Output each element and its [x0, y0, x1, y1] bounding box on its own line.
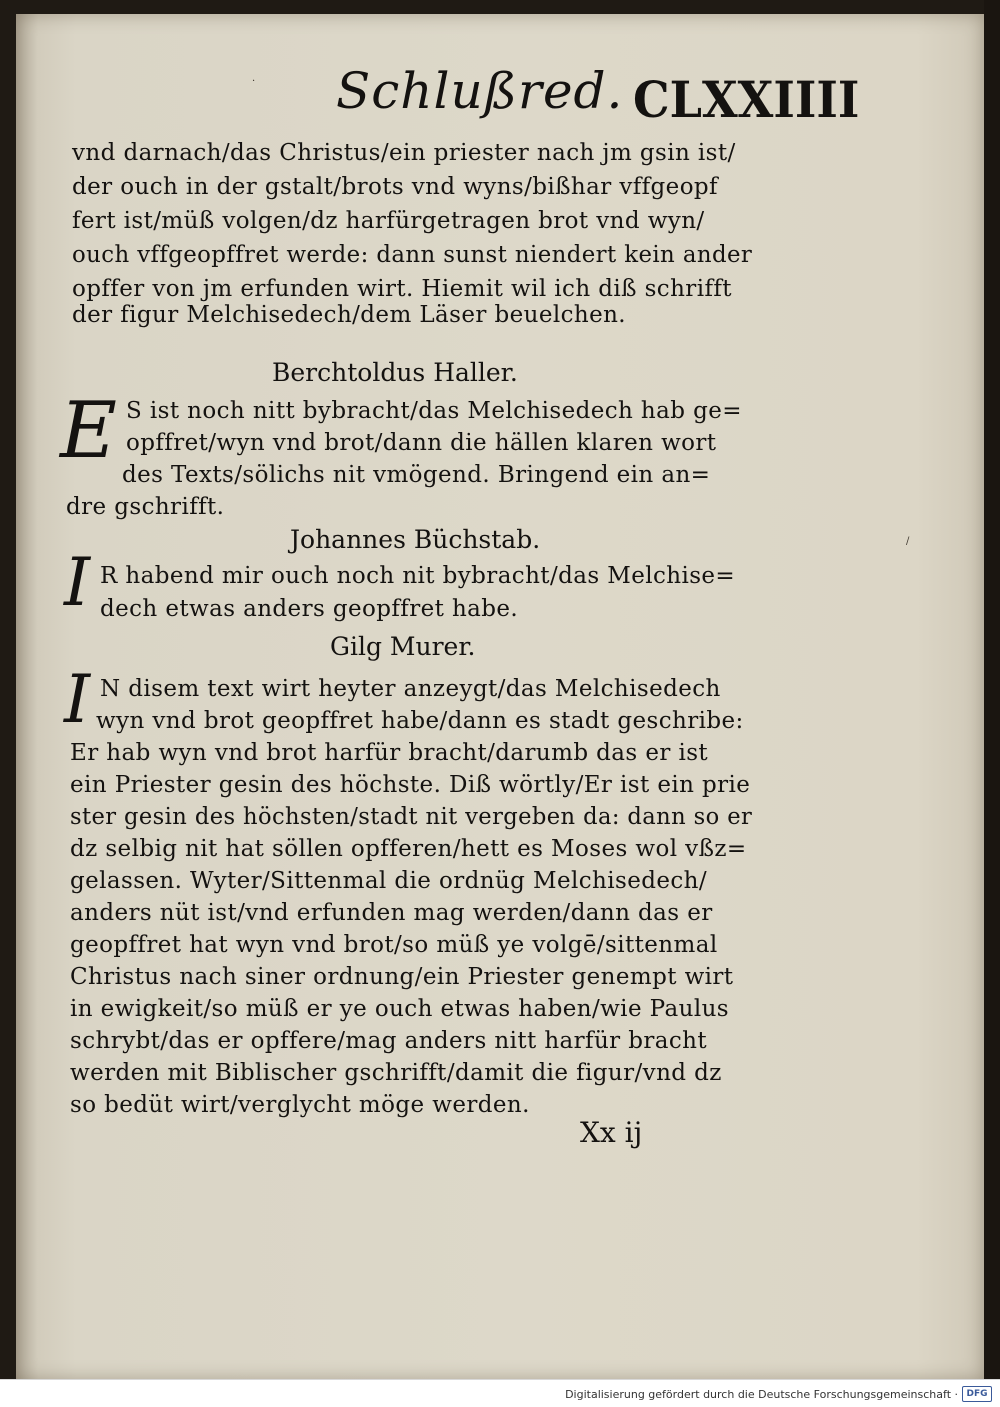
- speaker-heading-buchstab: Johannes Büchstab.: [290, 525, 541, 554]
- text-line: S ist noch nitt bybracht/das Melchisedech hab ge=: [126, 398, 742, 424]
- text-line: in ewigkeit/so müß er ye ouch etwas haben/wie Paulus: [70, 996, 730, 1022]
- text-line: Er hab wyn vnd brot harfür bracht/darumb das er ist: [70, 740, 709, 766]
- text-line: ouch vffgeopffret werde: dann sunst niendert kein ander: [72, 242, 753, 268]
- text-line: R habend mir ouch noch nit bybracht/das Melchise=: [100, 563, 736, 589]
- speaker-heading-haller: Berchtoldus Haller.: [272, 358, 518, 387]
- text-line: ein Priester gesin des höchste. Diß wörtly/Er ist ein prie: [70, 772, 751, 798]
- scan-speck: ·: [252, 76, 256, 87]
- text-line: geopffret hat wyn vnd brot/so müß ye volgē/sittenmal: [70, 932, 718, 958]
- dfg-credit-text: Digitalisierung gefördert durch die Deutsche Forschungsgemeinschaft ·: [565, 1388, 958, 1401]
- text-line: des Texts/sölichs nit vmögend. Bringend ein an=: [122, 462, 711, 488]
- text-line: anders nüt ist/vnd erfunden mag werden/dann das er: [70, 900, 713, 926]
- text-line: wyn vnd brot geopffret habe/dann es stadt geschribe:: [96, 708, 744, 734]
- text-line: so bedüt wirt/verglycht möge werden.: [70, 1092, 530, 1118]
- text-line: gelassen. Wyter/Sittenmal die ordnüg Melchisedech/: [70, 868, 707, 894]
- attribution-bar: [0, 1379, 1000, 1407]
- text-line: der ouch in der gstalt/brots vnd wyns/bißhar vffgeopf: [72, 174, 718, 200]
- text-line: werden mit Biblischer gschrifft/damit die figur/vnd dz: [70, 1060, 722, 1086]
- folio-number: CLXXIIII: [633, 70, 860, 129]
- dfg-logo: DFG: [962, 1386, 992, 1402]
- text-line: dz selbig nit hat söllen opfferen/hett es Moses wol vßz=: [70, 836, 747, 862]
- running-title: Schlußred.: [336, 62, 624, 120]
- text-line: ster gesin des höchsten/stadt nit vergeben da: dann so er: [70, 804, 753, 830]
- speaker-heading-murer: Gilg Murer.: [330, 632, 476, 661]
- text-line: fert ist/müß volgen/dz harfürgetragen brot vnd wyn/: [72, 208, 705, 234]
- scan-speck: /: [906, 536, 910, 547]
- scan-background-edge: [984, 0, 1000, 1392]
- decorated-initial: I: [64, 661, 91, 738]
- decorated-initial: I: [64, 544, 91, 621]
- text-line: opffret/wyn vnd brot/dann die hällen klaren wort: [126, 430, 717, 456]
- text-line: vnd darnach/das Christus/ein priester nach jm gsin ist/: [72, 140, 736, 166]
- text-line: Christus nach siner ordnung/ein Priester genempt wirt: [70, 964, 734, 990]
- text-line: dech etwas anders geopffret habe.: [100, 596, 519, 622]
- text-line: opffer von jm erfunden wirt. Hiemit wil ich diß schrifft: [72, 276, 732, 302]
- text-line: dre gschrifft.: [66, 494, 225, 520]
- signature-mark: Xx ij: [580, 1116, 643, 1149]
- text-line: der figur Melchisedech/dem Läser beuelchen.: [72, 302, 627, 328]
- text-line: N disem text wirt heyter anzeygt/das Melchisedech: [100, 676, 721, 702]
- text-line: schrybt/das er opffere/mag anders nitt harfür bracht: [70, 1028, 708, 1054]
- decorated-initial: E: [60, 386, 117, 476]
